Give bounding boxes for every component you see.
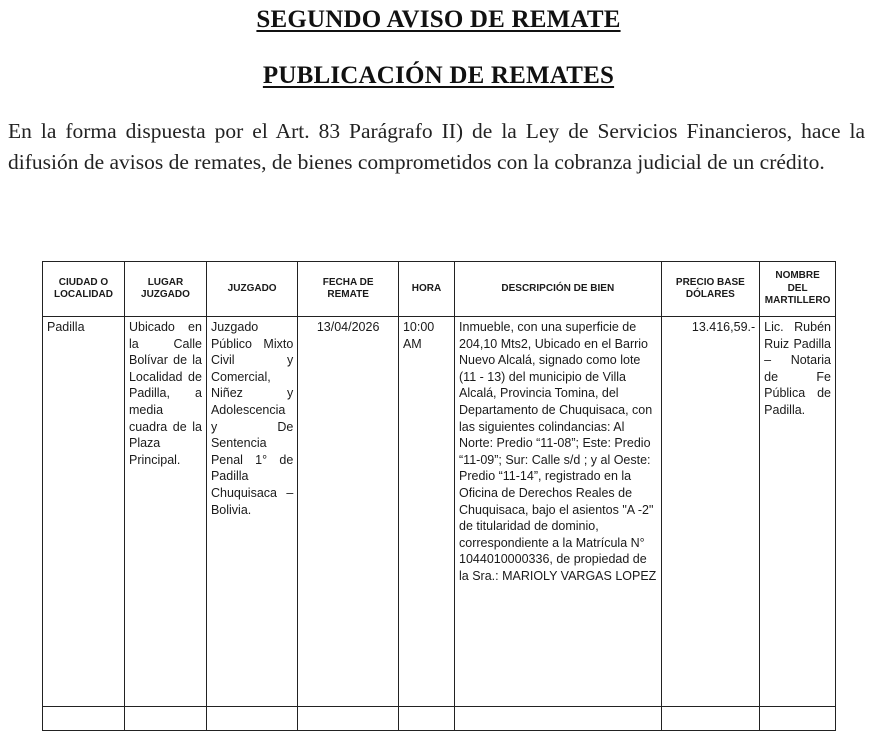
cell-lugar: Ubicado en la Calle Bolívar de la Localidad de Padilla, a media cuadra de la Plaza Principal. [124, 317, 206, 707]
remates-table [42, 261, 836, 731]
header-ciudad: CIUDAD O LOCALIDAD [43, 262, 125, 317]
cell-fecha: 13/04/2026 [298, 317, 399, 707]
cell-precio: 13.416,59.- [661, 317, 760, 707]
cell-hora: 10:00 AM [398, 317, 454, 707]
header-precio: PRECIO BASE DÓLARES [661, 262, 760, 317]
table-row-empty [43, 707, 836, 731]
header-descripcion: DESCRIPCIÓN DE BIEN [455, 262, 662, 317]
table-row [43, 317, 836, 707]
header-lugar: LUGAR JUZGADO [124, 262, 206, 317]
empty-cell [124, 707, 206, 731]
header-hora: HORA [398, 262, 454, 317]
empty-cell [43, 707, 125, 731]
cell-juzgado: Juzgado Público Mixto Civil y Comercial, Niñez y Adolescencia y De Sentencia Penal 1° de Padilla Chuquisaca – Bolivia. [206, 317, 297, 707]
document-title: SEGUNDO AVISO DE REMATE [256, 6, 621, 33]
empty-cell [455, 707, 662, 731]
table-header-row [43, 262, 836, 317]
empty-cell [206, 707, 297, 731]
document-subtitle: PUBLICACIÓN DE REMATES [262, 62, 615, 89]
cell-descripcion: Inmueble, con una superficie de 204,10 Mts2, Ubicado en el Barrio Nuevo Alcalá, signado como lote (11 - 13) del municipio de Villa Alcalá, Provincia Tomina, del Departamento de Chuquisaca, con las siguientes colindancias: Al Norte: Predio “11-08”; Este: Predio “11-09”; Sur: Calle s/d ; y al Oeste: Predio “11-14”, registrado en la Oficina de Derechos Reales de Chuquisaca, bajo el asientos "A -2" de titularidad de dominio, correspondiente a la Matrícula N° 1044010000336, de propiedad de la Sra.: MARIOLY VARGAS LOPEZ [455, 317, 662, 707]
header-juzgado: JUZGADO [206, 262, 297, 317]
empty-cell [661, 707, 760, 731]
intro-paragraph: En la forma dispuesta por el Art. 83 Parágrafo II) de la Ley de Servicios Financieros, hace la difusión de avisos de remates, de bienes comprometidos con la cobranza judicial de un crédito. [8, 119, 865, 174]
cell-martillero: Lic. Rubén Ruiz Padilla – Notaria de Fe Pública de Padilla. [760, 317, 836, 707]
header-fecha: FECHA DE REMATE [298, 262, 399, 317]
empty-cell [398, 707, 454, 731]
empty-cell [760, 707, 836, 731]
header-martillero: NOMBRE DEL MARTILLERO [760, 262, 836, 317]
cell-ciudad: Padilla [43, 317, 125, 707]
empty-cell [298, 707, 399, 731]
